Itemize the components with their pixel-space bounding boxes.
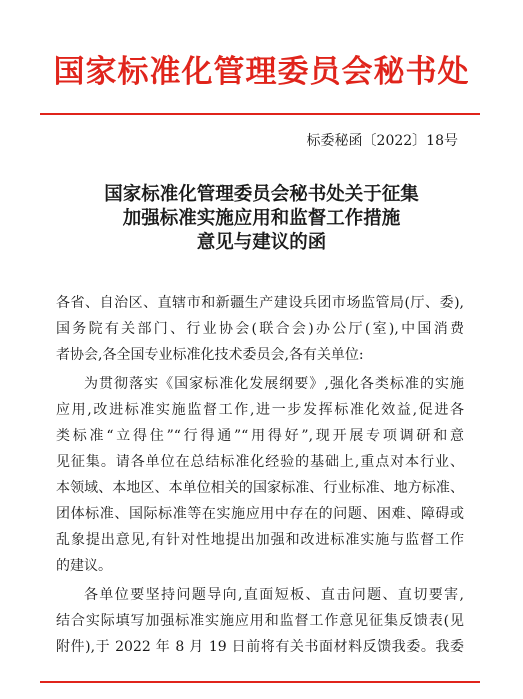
document-number: 标委秘函〔2022〕18号 xyxy=(306,133,458,149)
paragraph-line: 乱象提出意见,有针对性地提出加强和改进标准实施与监督工作 xyxy=(56,532,464,548)
addressee-line: 国务院有关部门、行业协会(联合会)办公厅(室),中国消费 xyxy=(56,321,464,337)
paragraph-line: 团体标准、国际标准等在实施应用中存在的问题、困难、障碍或 xyxy=(56,506,464,522)
paragraph-line: 类标准“立得住”“行得通”“用得好”,现开展专项调研和意 xyxy=(56,428,464,444)
agency-letterhead: 国家标准化管理委员会秘书处 xyxy=(53,54,470,90)
footer-red-rule xyxy=(40,681,480,683)
document-title xyxy=(0,183,523,255)
document-body xyxy=(56,290,464,660)
title-line: 意见与建议的函 xyxy=(196,232,327,253)
paragraph-line: 附件),于 2022 年 8 月 19 日前将有关书面材料反馈我委。我委 xyxy=(56,639,464,655)
paragraph-line: 为贯彻落实《国家标准化发展纲要》,强化各类标准的实施 xyxy=(84,376,464,392)
paragraph-line: 的建议。 xyxy=(56,558,112,574)
paragraph-line: 本领域、本地区、本单位相关的国家标准、行业标准、地方标准、 xyxy=(56,480,464,496)
paragraph-line: 结合实际填写加强标准实施应用和监督工作意见征集反馈表(见 xyxy=(56,613,464,629)
letterhead-red-rule xyxy=(40,113,480,115)
addressee-line: 各省、自治区、直辖市和新疆生产建设兵团市场监管局(厅、委), xyxy=(56,295,464,311)
paragraph-line: 各单位要坚持问题导向,直面短板、直击问题、直切要害, xyxy=(84,587,464,603)
title-line: 国家标准化管理委员会秘书处关于征集 xyxy=(104,184,419,205)
paragraph-line: 应用,改进标准实施监督工作,进一步发挥标准化效益,促进各 xyxy=(56,402,464,418)
title-line: 加强标准实施应用和监督工作措施 xyxy=(122,208,401,229)
paragraph-line: 见征集。请各单位在总结标准化经验的基础上,重点对本行业、 xyxy=(56,454,464,470)
addressee-line: 者协会,各全国专业标准化技术委员会,各有关单位: xyxy=(56,347,364,363)
